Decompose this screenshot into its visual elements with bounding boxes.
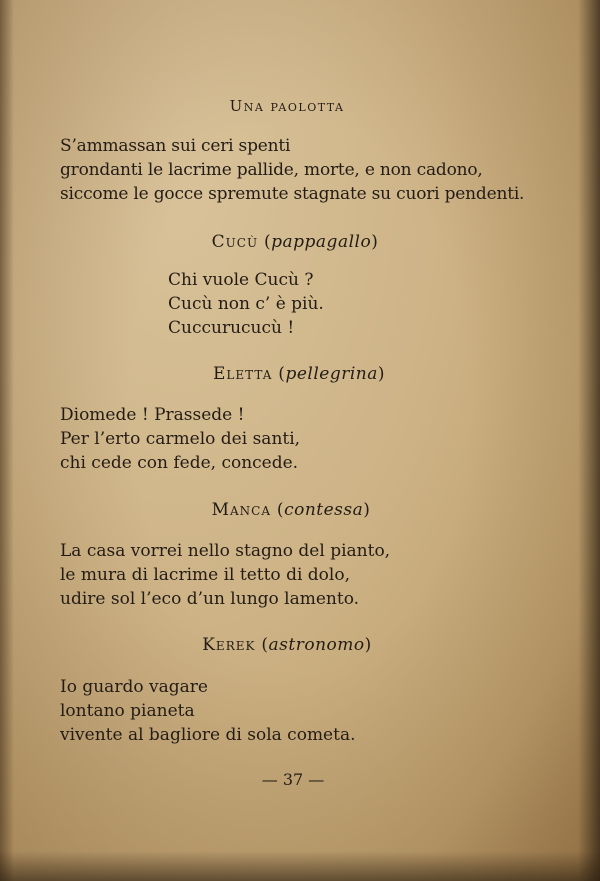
stanza-manca xyxy=(60,539,390,611)
stanza-line: Io guardo vagare xyxy=(60,677,208,697)
stanza-cucu xyxy=(168,268,324,340)
stanza-line: La casa vorrei nello stagno del pianto, xyxy=(60,541,391,561)
speaker-name: Manca xyxy=(211,500,272,520)
speaker-role: pellegrina xyxy=(285,364,378,384)
stanza-line: udire sol l’eco d’un lungo lamento. xyxy=(60,589,360,609)
stanza-line: chi cede con fede, concede. xyxy=(60,453,299,473)
page-shadow-bottom xyxy=(0,851,600,881)
stanza-line: S’ammassan sui ceri spenti xyxy=(60,136,291,156)
speaker-name: Cucù xyxy=(211,232,259,252)
speaker-heading-eletta: Eletta (pellegrina) xyxy=(213,364,385,384)
page-shadow-right xyxy=(578,0,600,881)
stanza-line: Chi vuole Cucù ? xyxy=(168,270,314,290)
stanza-line: Cuccurucucù ! xyxy=(168,318,295,338)
stanza-line: le mura di lacrime il tetto di dolo, xyxy=(60,565,350,585)
speaker-heading-cucu: Cucù (pappagallo) xyxy=(211,232,379,252)
speaker-heading-kerek: Kerek (astronomo) xyxy=(202,635,372,655)
speaker-heading-manca: Manca (contessa) xyxy=(211,500,371,520)
stanza-line: lontano pianeta xyxy=(60,701,195,721)
stanza-line: vivente al bagliore di sola cometa. xyxy=(60,725,356,745)
page-number: — 37 — xyxy=(261,770,325,789)
page-shadow-left xyxy=(0,0,14,881)
stanza-eletta xyxy=(60,403,300,475)
intro-stanza xyxy=(60,134,524,206)
poem-title: Una paolotta xyxy=(229,97,345,115)
speaker-name: Kerek xyxy=(202,635,256,655)
stanza-kerek xyxy=(60,675,356,747)
stanza-line: siccome le gocce spremute stagnate su cuori pendenti. xyxy=(60,184,525,204)
speaker-role: astronomo xyxy=(268,635,365,655)
speaker-role: contessa xyxy=(284,500,364,520)
speaker-role: pappagallo xyxy=(271,232,372,252)
speaker-name: Eletta xyxy=(213,364,273,384)
stanza-line: Cucù non c’ è più. xyxy=(168,294,324,314)
stanza-line: Diomede ! Prassede ! xyxy=(60,405,245,425)
stanza-line: grondanti le lacrime pallide, morte, e non cadono, xyxy=(60,160,483,180)
stanza-line: Per l’erto carmelo dei santi, xyxy=(60,429,301,449)
